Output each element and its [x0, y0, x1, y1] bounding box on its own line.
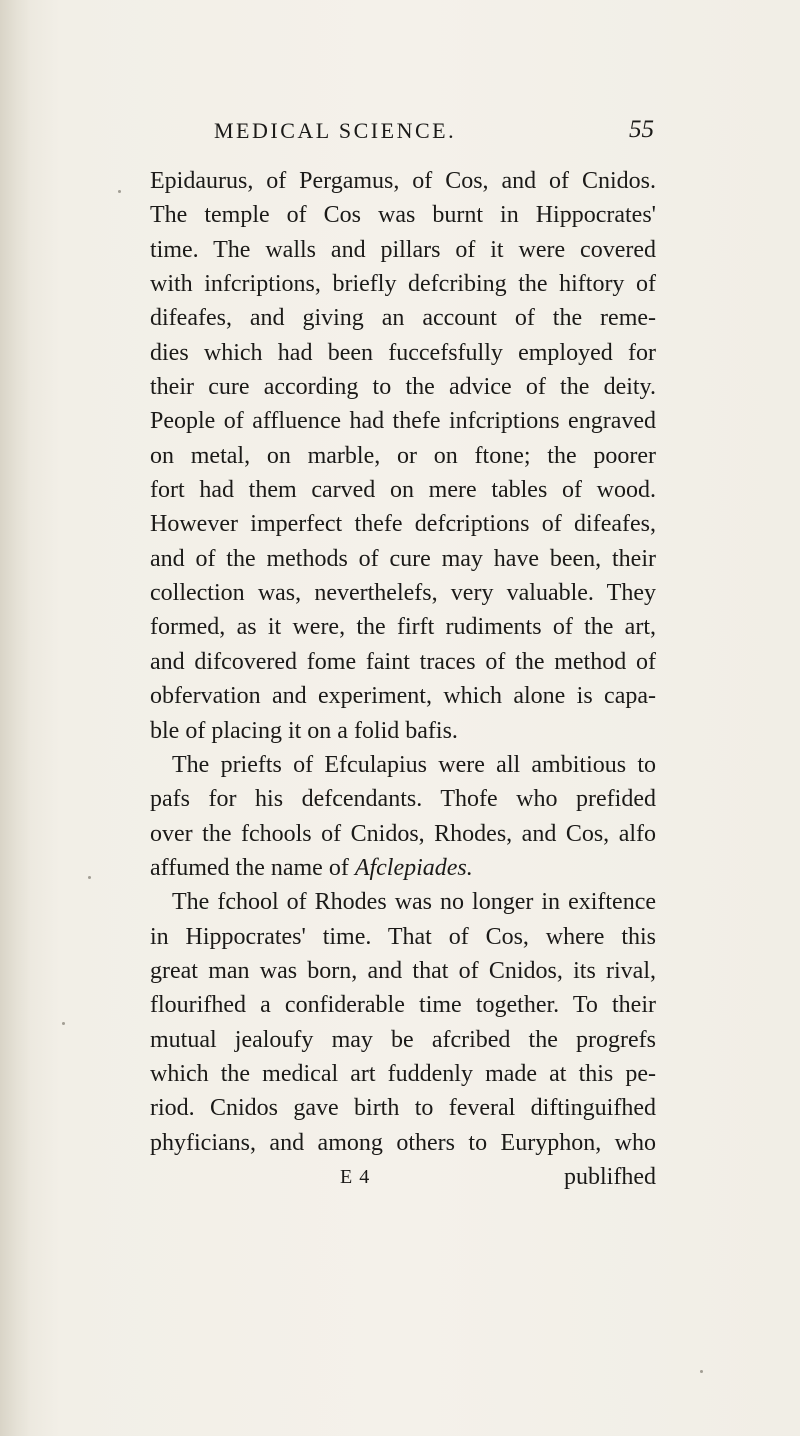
body-text — [150, 164, 656, 1194]
paper-speck — [62, 1022, 65, 1025]
text-line: dies which had been fuccefsfully employed for — [150, 339, 656, 366]
text-line: in Hippocrates' time. That of Cos, where this — [150, 923, 656, 950]
text-line: great man was born, and that of Cnidos, its rival, — [150, 957, 656, 984]
text-line: over the fchools of Cnidos, Rhodes, and Cos, alfo — [150, 820, 656, 847]
catchword: publifhed — [564, 1163, 656, 1190]
paper-speck — [118, 190, 121, 193]
text-line: flourifhed a confiderable time together. To their — [150, 992, 656, 1019]
text-line: pafs for his defcendants. Thofe who prefided — [150, 786, 656, 813]
text-line: phyficians, and among others to Euryphon, who — [150, 1129, 656, 1156]
text-line: Epidaurus, of Pergamus, of Cos, and of Cnidos. — [150, 168, 656, 194]
text-line: difeafes, and giving an account of the reme- — [150, 305, 656, 332]
text-line-with-term — [150, 851, 656, 885]
signature-mark: E 4 — [340, 1165, 371, 1188]
text-line: on metal, on marble, or on ftone; the poorer — [150, 442, 656, 469]
page-footer — [150, 1160, 656, 1194]
text-line: collection was, neverthelefs, very valuable. They — [150, 580, 656, 607]
text-line: obfervation and experiment, which alone is capa- — [150, 683, 656, 710]
text-line: fort had them carved on mere tables of wood. — [150, 477, 656, 504]
text-line: People of affluence had thefe infcriptions engraved — [150, 408, 656, 435]
text-line: However imperfect thefe defcriptions of difeafes, — [150, 511, 656, 538]
text-line: and difcovered fome faint traces of the method of — [150, 648, 656, 675]
text-line: mutual jealoufy may be afcribed the progrefs — [150, 1026, 656, 1053]
text-fragment: affumed the name of — [150, 854, 349, 881]
text-line: The fchool of Rhodes was no longer in exiftence — [172, 889, 656, 916]
running-head — [214, 118, 654, 152]
page-number: 55 — [629, 116, 654, 143]
text-line: formed, as it were, the firft rudiments of the art, — [150, 614, 656, 641]
running-title: MEDICAL SCIENCE. — [214, 118, 457, 143]
text-line: with infcriptions, briefly defcribing the hiftory of — [150, 271, 656, 298]
page-gutter-shadow — [0, 0, 30, 1436]
text-line: and of the methods of cure may have been, their — [150, 545, 656, 572]
text-line: time. The walls and pillars of it were covered — [150, 236, 656, 263]
text-line: their cure according to the advice of the deity. — [150, 374, 656, 401]
paper-speck — [88, 876, 91, 879]
text-line: riod. Cnidos gave birth to feveral diftinguifhed — [150, 1095, 656, 1122]
text-line: The temple of Cos was burnt in Hippocrates' — [150, 202, 656, 229]
text-line: The priefts of Efculapius were all ambitious to — [172, 751, 656, 778]
italic-term: Afclepiades. — [354, 854, 473, 881]
text-line: which the medical art fuddenly made at this pe- — [150, 1060, 656, 1087]
text-line: ble of placing it on a folid bafis. — [150, 717, 458, 744]
paper-speck — [700, 1370, 703, 1373]
